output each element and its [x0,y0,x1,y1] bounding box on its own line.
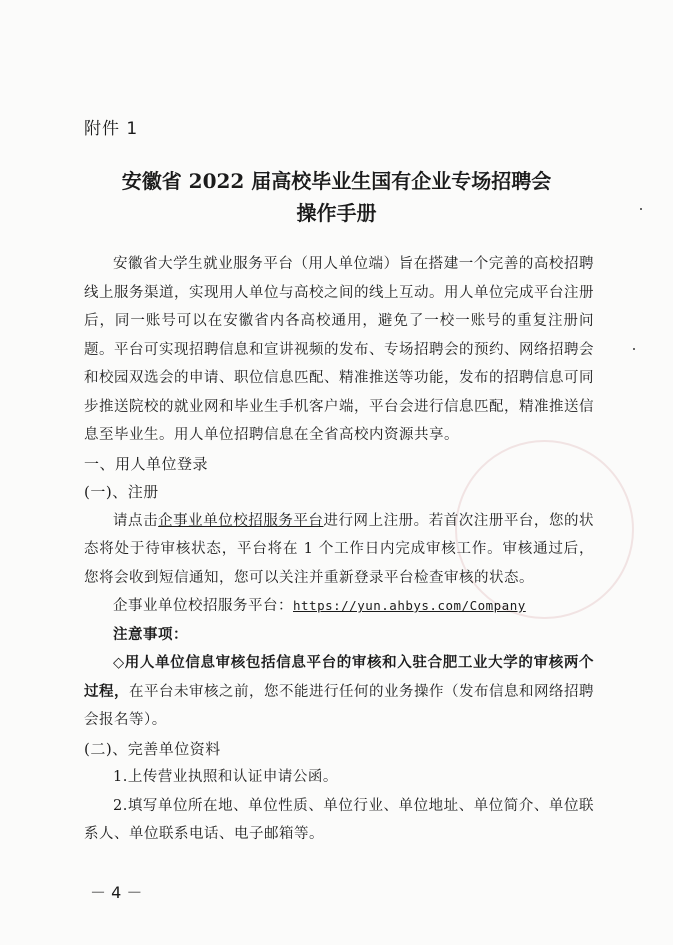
document-title: 安徽省 2022 届高校毕业生国有企业专场招聘会 [121,169,552,193]
step-2: 2.填写单位所在地、单位性质、单位行业、单位地址、单位简介、单位联系人、单位联系电话、电子邮箱等。 [84,797,594,842]
document-subtitle: 操作手册 [296,201,377,225]
platform-url[interactable]: https://yun.ahbys.com/Company [293,598,526,613]
section-heading-1: 一、用人单位登录 [84,454,209,473]
notice-paragraph [84,649,594,735]
attachment-label: 附件 1 [84,119,139,139]
register-prefix: 请点击 [113,512,159,529]
subsection-heading-register: (一)、注册 [84,483,159,501]
step-1: 1.上传营业执照和认证申请公函。 [113,769,338,785]
speck [633,348,635,350]
page-number: － 4 － [90,883,143,902]
platform-label: 企事业单位校招服务平台： [113,598,293,614]
platform-url-line [84,592,594,621]
register-paragraph [84,507,594,593]
register-text: 进行网上注册。若首次注册平台，您的状态将处于待审核状态，平台将在 1 个工作日内完成审核工作。审核通过后，您将会收到短信通知，您可以关注并重新登录平台检查审核的状态。 [84,512,595,586]
subsection-heading-profile: (二)、完善单位资料 [84,739,221,758]
platform-link[interactable]: 企事业单位校招服务平台 [158,512,324,529]
intro-paragraph: 安徽省大学生就业服务平台（用人单位端）旨在搭建一个完善的高校招聘线上服务渠道，实现用人单位与高校之间的线上互动。用人单位完成平台注册后，同一账号可以在安徽省内各高校通用，避免了一校一账号的重复注册问题。平台可实现招聘信息和宣讲视频的发布、专场招聘会的预约、网络招聘会和校园双选会的申请、职位信息匹配、精准推送等功能，发布的招聘信息可同步推送院校的就业网和毕业生手机客户端，平台会进行信息匹配，精准推送信息至毕业生。用人单位招聘信息在全省高校内资源共享。 [84,256,594,443]
notice-heading: 注意事项： [113,625,188,643]
notice-bold: ◇用人单位信息审核包括信息平台的审核和入驻合肥工业大学的审核两个过程， [84,654,594,700]
notice-text: 在平台未审核之前，您不能进行任何的业务操作（发布信息和网络招聘会报名等）。 [84,683,594,728]
document-body [84,250,594,849]
